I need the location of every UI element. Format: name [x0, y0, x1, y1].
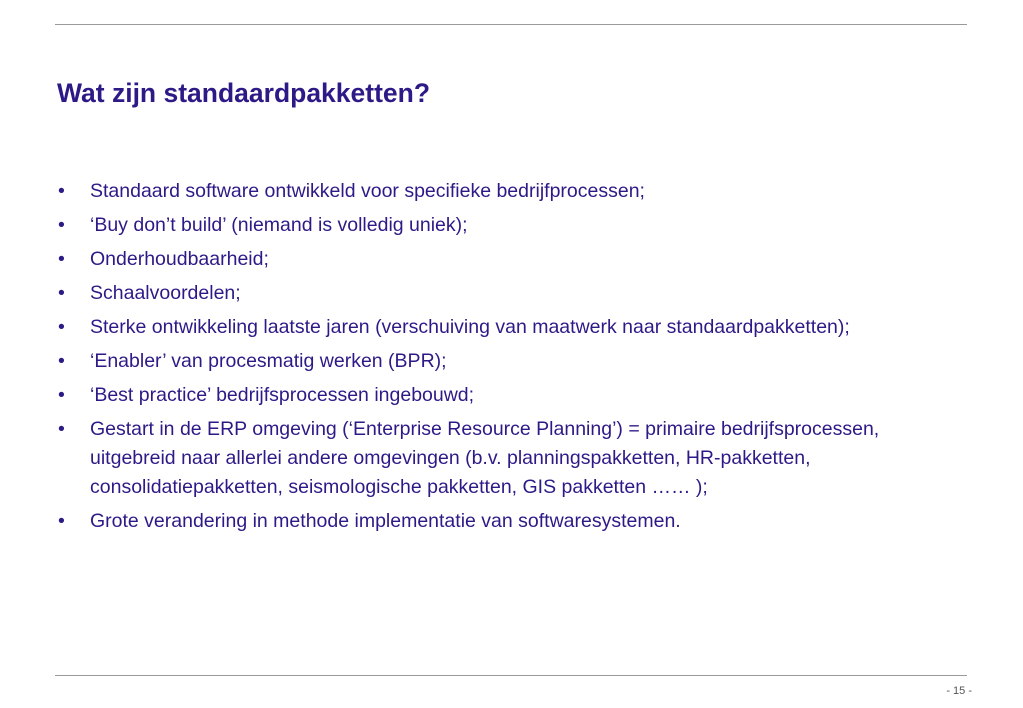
- bullet-item: [57, 279, 917, 308]
- bullet-item: [57, 177, 917, 206]
- bullet-marker: •: [58, 282, 65, 304]
- bullet-item: [57, 313, 917, 342]
- bullet-marker: •: [58, 510, 65, 532]
- bullet-text: ‘Best practice’ bedrijfsprocessen ingebouwd;: [90, 384, 475, 406]
- bullet-item: [57, 381, 917, 410]
- bullet-item: [57, 347, 917, 376]
- bullet-text: ‘Buy don’t build’ (niemand is volledig uniek);: [90, 214, 468, 236]
- bullet-text: Gestart in de ERP omgeving (‘Enterprise Resource Planning’) = primaire bedrijfsprocessen, uitgebreid naar allerlei andere omgevingen (b.v. planningspakketten, HR-pakketten, consolidatiepakketten, seismologische pakketten, GIS pakketten …… );: [90, 418, 880, 498]
- bullet-marker: •: [58, 180, 65, 202]
- bullet-item: [57, 507, 917, 536]
- page-number: - 15 -: [946, 685, 972, 697]
- bullet-text: Grote verandering in methode implementatie van softwaresystemen.: [90, 510, 681, 532]
- bullet-text: Onderhoudbaarheid;: [90, 248, 269, 270]
- bullet-text: ‘Enabler’ van procesmatig werken (BPR);: [90, 350, 447, 372]
- bullet-marker: •: [58, 384, 65, 406]
- bullet-marker: •: [58, 248, 65, 270]
- bullet-marker: •: [58, 418, 65, 440]
- bullet-text: Standaard software ontwikkeld voor specifieke bedrijfprocessen;: [90, 180, 645, 202]
- bullet-list: [57, 177, 917, 541]
- bullet-item: [57, 245, 917, 274]
- bullet-marker: •: [58, 316, 65, 338]
- bullet-item: [57, 415, 917, 502]
- top-divider: [55, 24, 967, 25]
- bullet-text: Schaalvoordelen;: [90, 282, 241, 304]
- bullet-text: Sterke ontwikkeling laatste jaren (verschuiving van maatwerk naar standaardpakketten);: [90, 316, 850, 338]
- bullet-item: [57, 211, 917, 240]
- bullet-marker: •: [58, 214, 65, 236]
- bullet-marker: •: [58, 350, 65, 372]
- bottom-divider: [55, 675, 967, 676]
- slide-title: Wat zijn standaardpakketten?: [57, 78, 431, 108]
